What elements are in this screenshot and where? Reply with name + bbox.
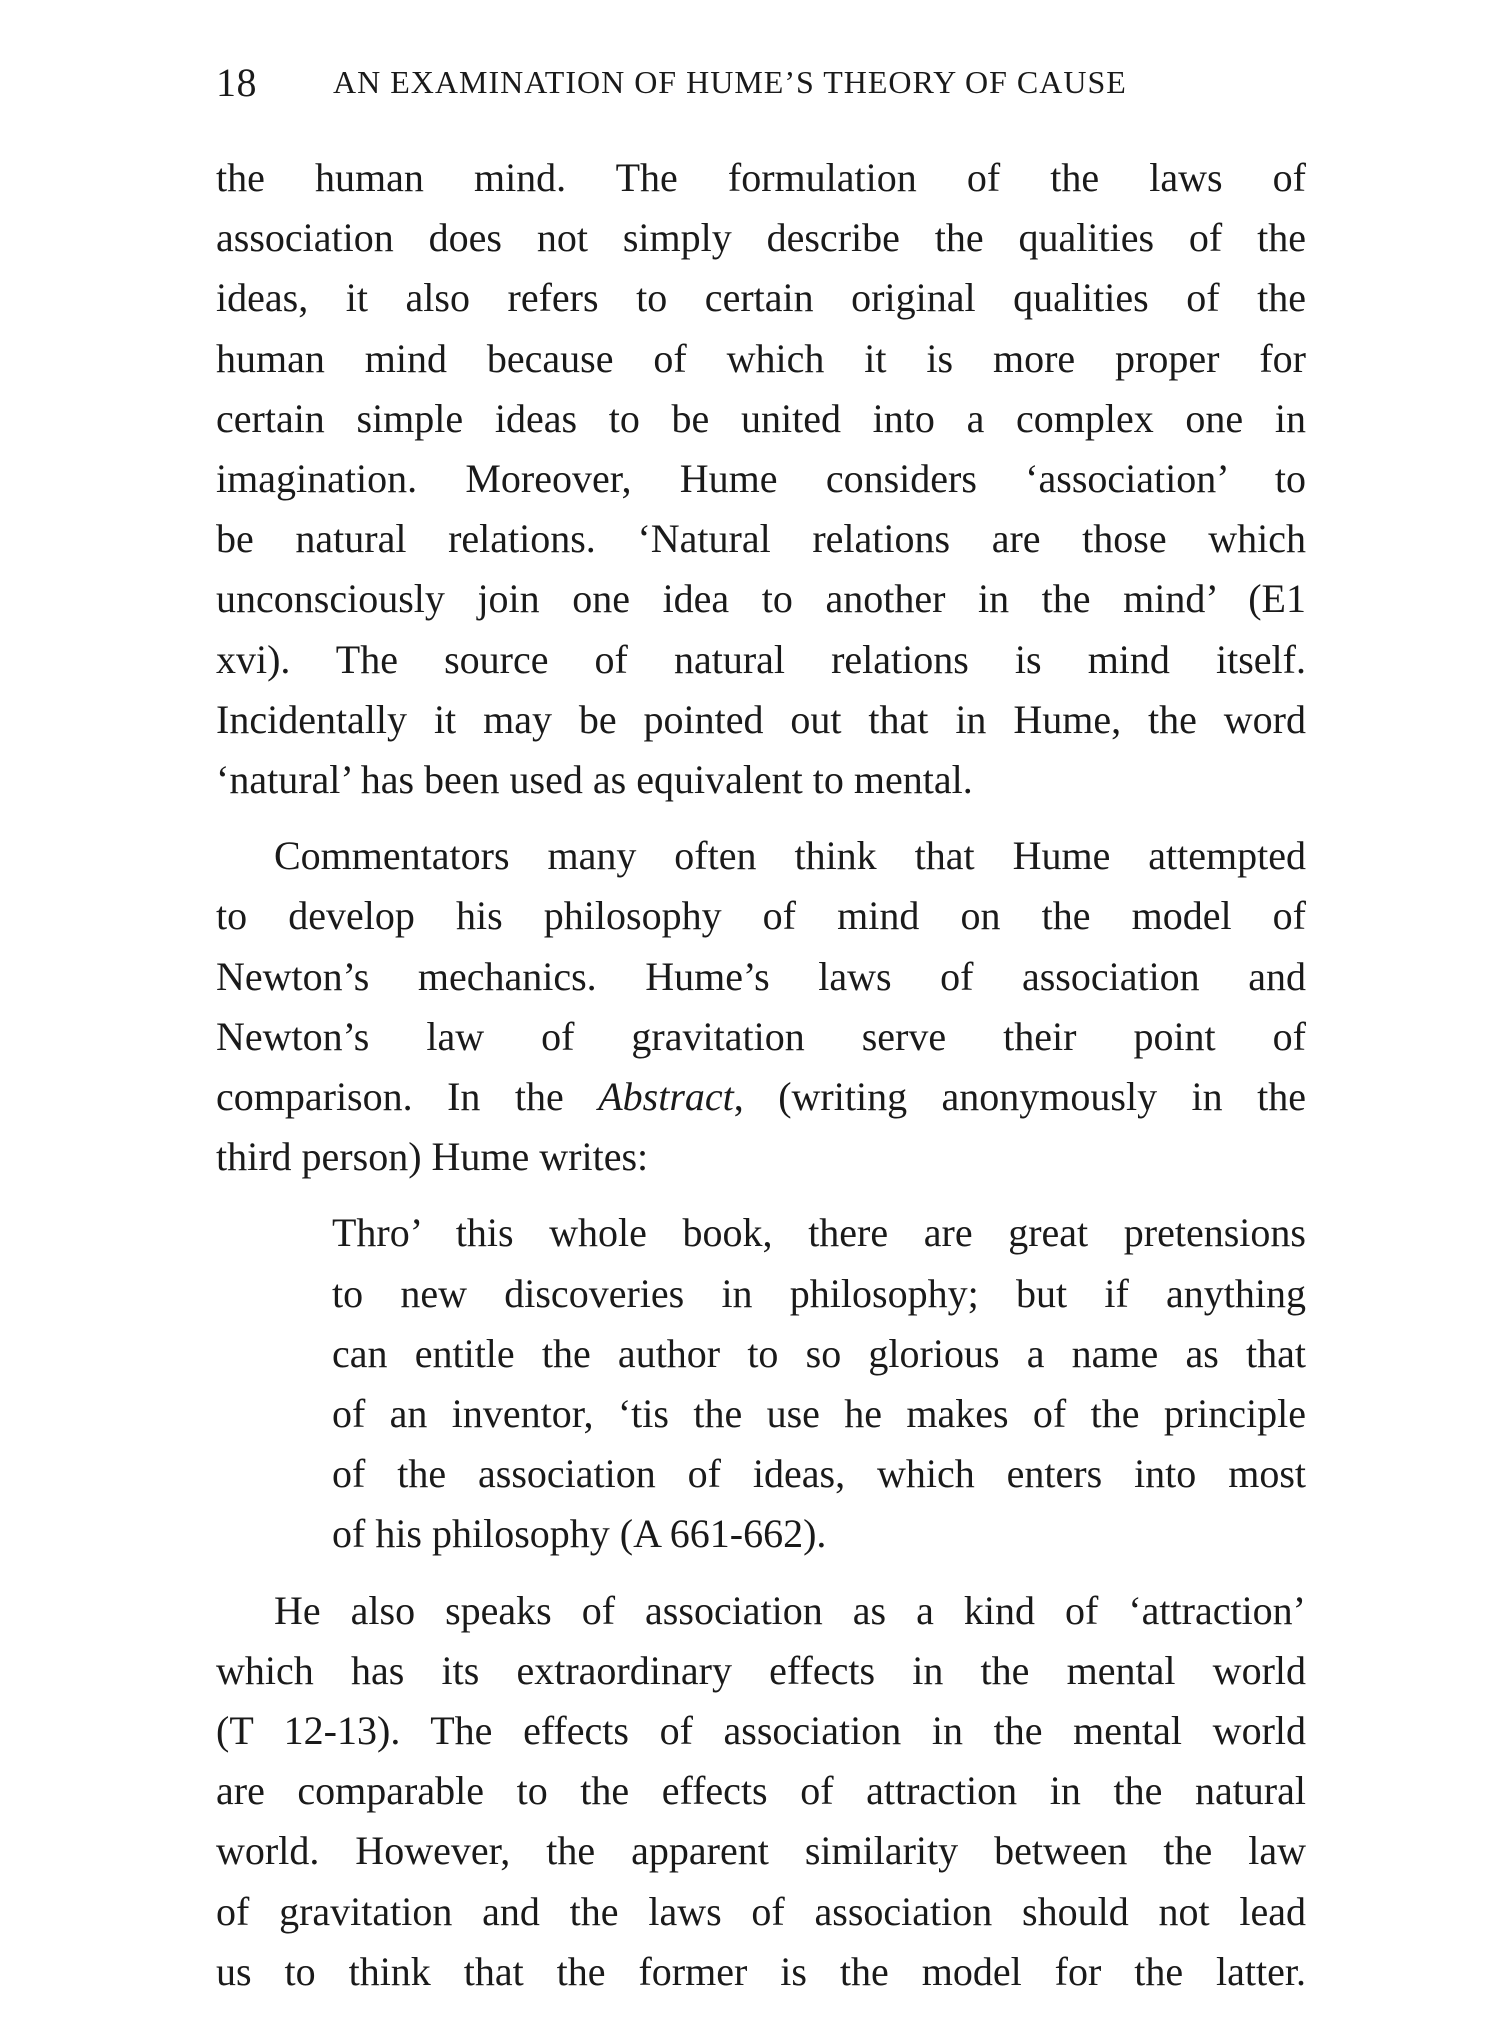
text-line: Commentators many often think that Hume attempted xyxy=(274,833,1306,879)
text-line: of gravitation and the laws of association should not lead xyxy=(216,1888,1306,1934)
italic-title: Abstract xyxy=(598,1074,734,1120)
text-line: He also speaks of association as a kind of ‘attraction’ xyxy=(274,1587,1306,1633)
text-line: be natural relations. ‘Natural relations are those which xyxy=(216,516,1306,562)
text-line: Newton’s mechanics. Hume’s laws of association and xyxy=(216,953,1306,999)
text-line: association does not simply describe the qualities of the xyxy=(216,215,1306,261)
text-line: the human mind. The formulation of the laws of xyxy=(216,155,1306,200)
quote-line: Thro’ this whole book, there are great pretensions xyxy=(332,1210,1306,1256)
text-line: Newton’s law of gravitation serve their point of xyxy=(216,1013,1306,1059)
quote-line: to new discoveries in philosophy; but if anything xyxy=(332,1270,1306,1316)
text-line: unconsciously join one idea to another in the mind’ (E1 xyxy=(216,576,1306,622)
text-line: certain simple ideas to be united into a complex one in xyxy=(216,395,1306,441)
text-line: (T 12-13). The effects of association in the mental world xyxy=(216,1708,1306,1754)
quote-line: can entitle the author to so glorious a name as that xyxy=(332,1330,1306,1376)
text-line: ideas, it also refers to certain original qualities of the xyxy=(216,275,1306,321)
text-line: to develop his philosophy of mind on the model of xyxy=(216,893,1306,939)
paragraph-1 xyxy=(216,148,1306,810)
running-head-title: AN EXAMINATION OF HUME’S THEORY OF CAUSE xyxy=(333,63,1127,100)
text-line: imagination. Moreover, Hume considers ‘association’ to xyxy=(216,456,1306,502)
text-line xyxy=(216,1067,1306,1127)
quote-line: of the association of ideas, which enters into most xyxy=(332,1451,1306,1497)
block-quote xyxy=(332,1203,1306,1564)
paragraph-2 xyxy=(216,826,1306,1187)
running-head xyxy=(216,52,1216,112)
text-line: third person) Hume writes: xyxy=(216,1134,649,1180)
text-line: xvi). The source of natural relations is mind itself. xyxy=(216,636,1306,682)
text-fragment: , (writing anonymously in the xyxy=(733,1074,1306,1120)
quote-line: of an inventor, ‘tis the use he makes of the principle xyxy=(332,1391,1306,1437)
text-line: Incidentally it may be pointed out that in Hume, the word xyxy=(216,696,1306,742)
text-line: us to think that the former is the model for the latter. xyxy=(216,1948,1306,1994)
quote-line: of his philosophy (A 661-662). xyxy=(332,1511,827,1557)
text-line: which has its extraordinary effects in the mental world xyxy=(216,1647,1306,1693)
text-fragment: comparison. In the xyxy=(216,1074,599,1120)
text-line: world. However, the apparent similarity between the law xyxy=(216,1828,1306,1874)
text-line: human mind because of which it is more proper for xyxy=(216,335,1306,381)
text-line: are comparable to the effects of attraction in the natural xyxy=(216,1768,1306,1814)
body-text xyxy=(216,148,1306,2018)
text-line: ‘natural’ has been used as equivalent to mental. xyxy=(216,757,973,803)
paragraph-3 xyxy=(216,1581,1306,2002)
page-number: 18 xyxy=(216,59,257,105)
